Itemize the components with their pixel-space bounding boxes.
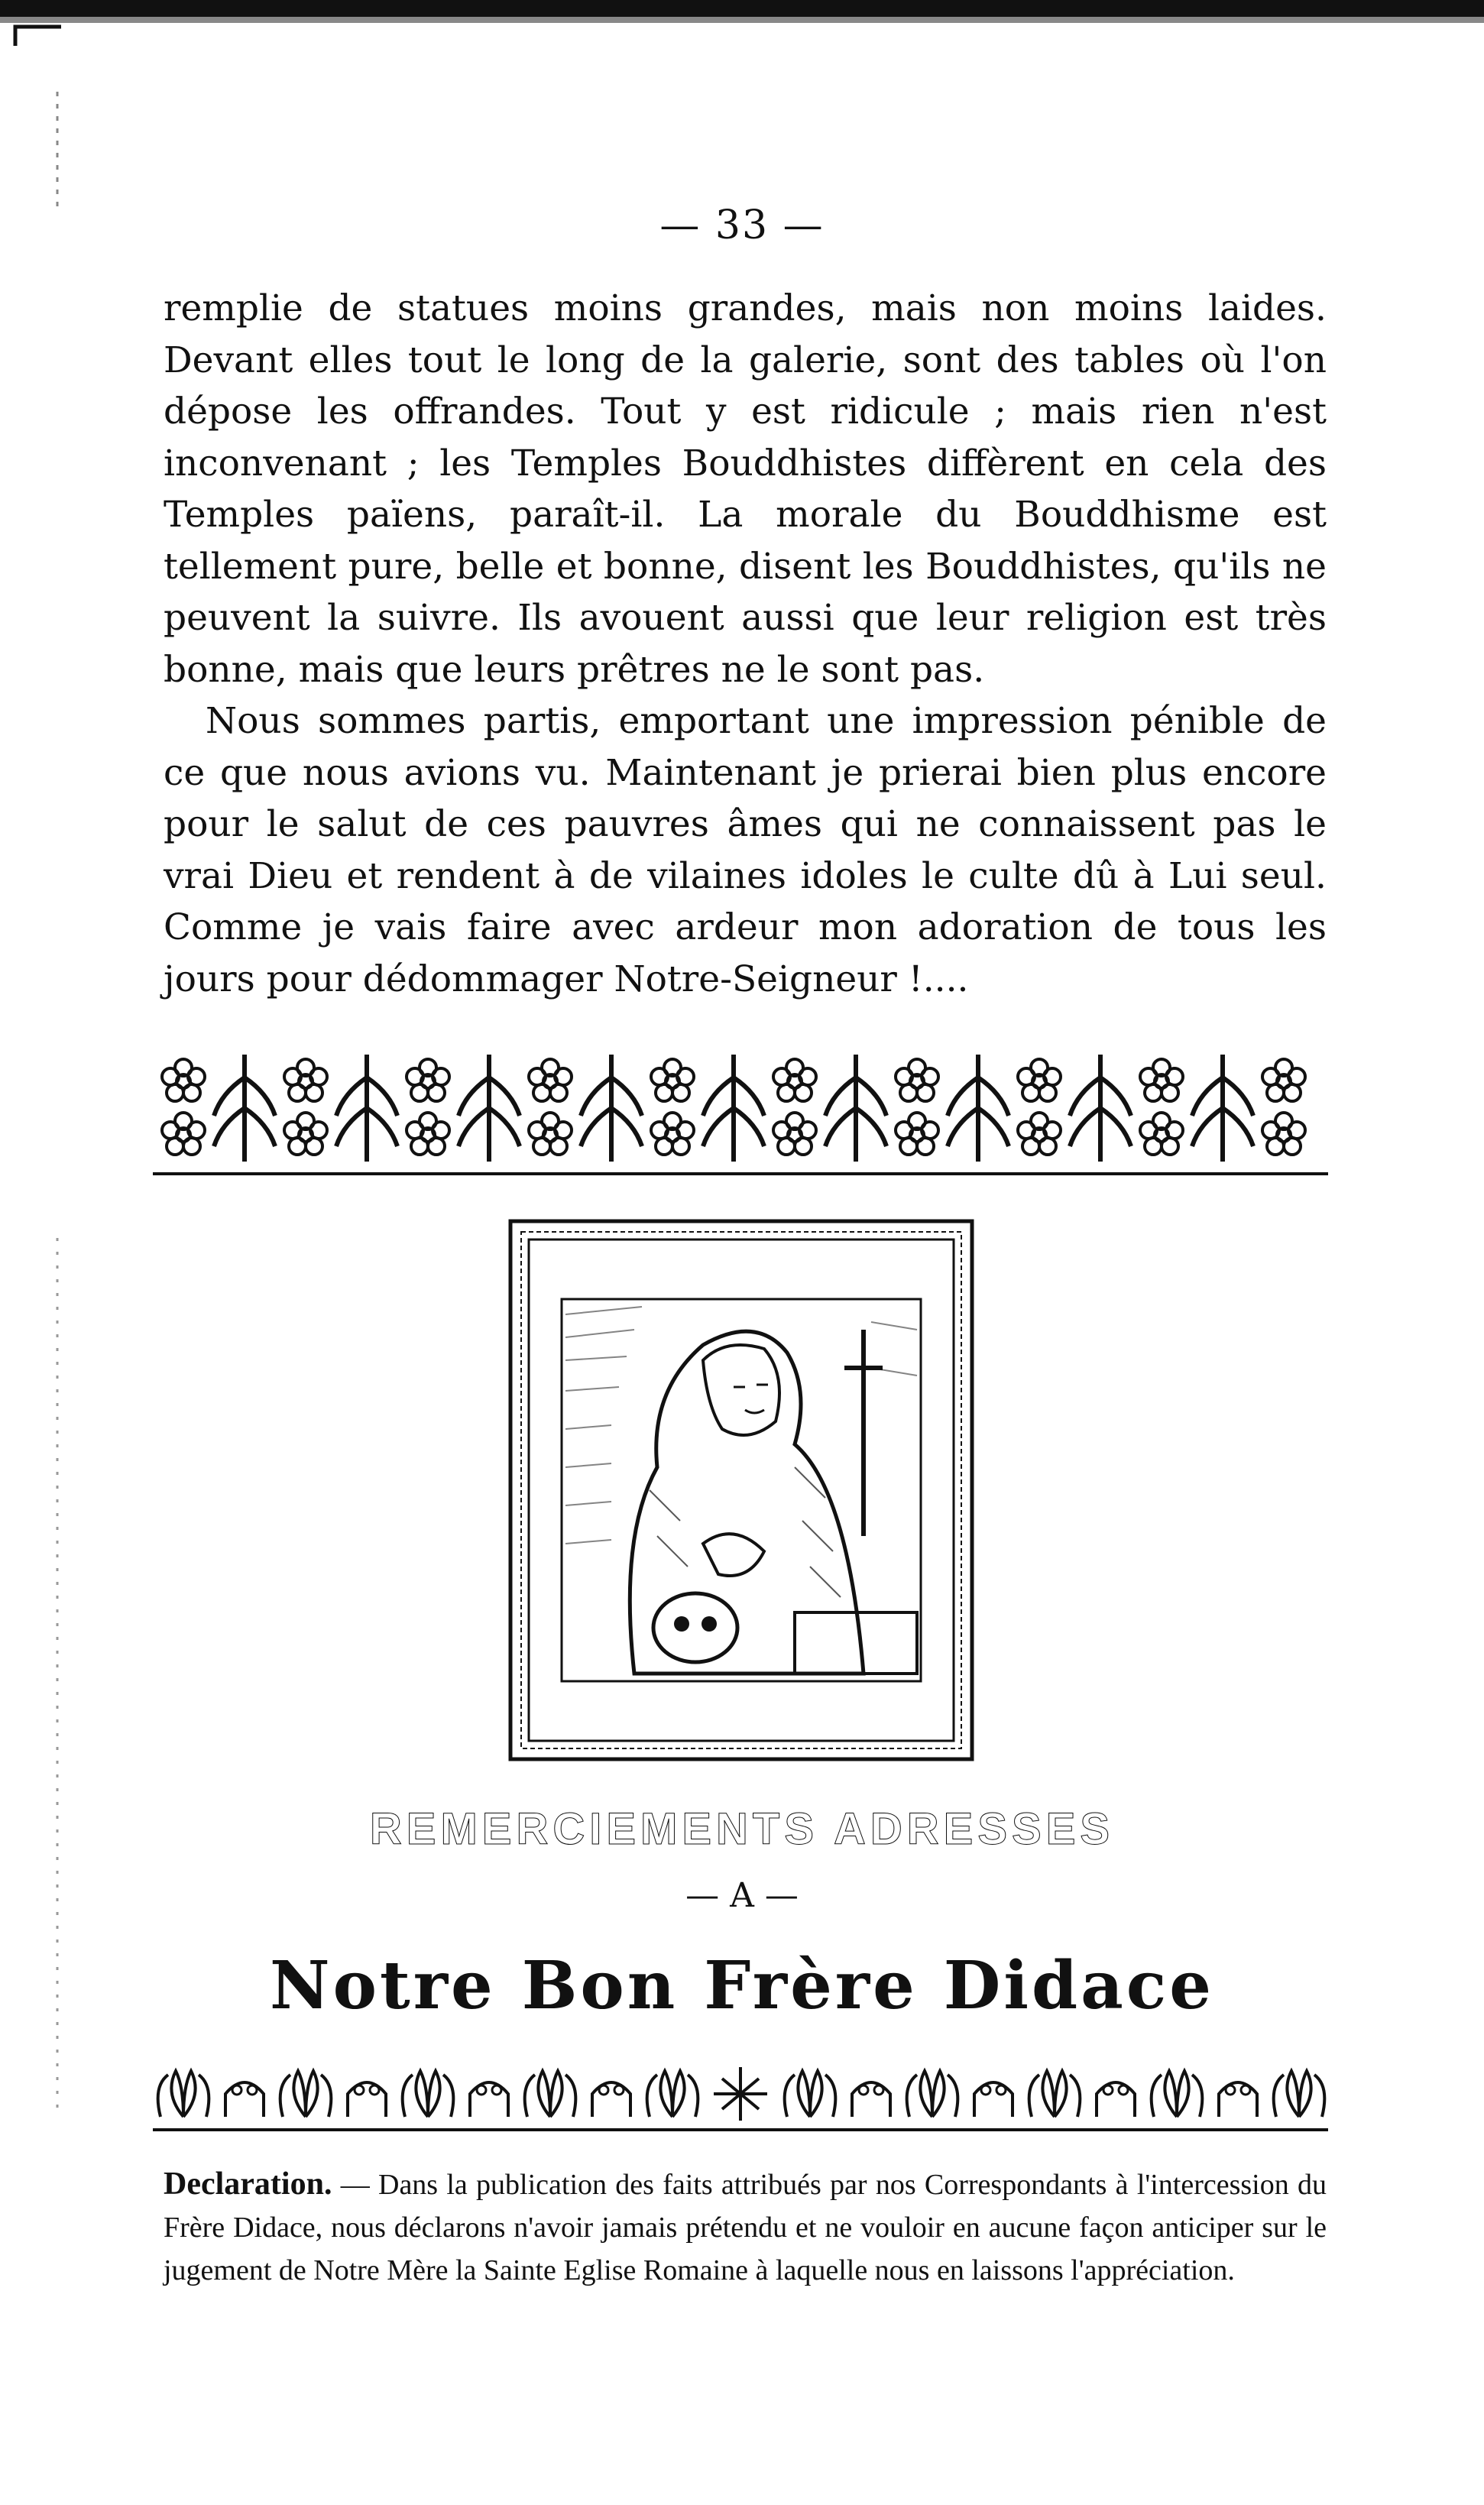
declaration-note: [164, 2163, 1327, 2292]
body-text: [164, 283, 1327, 1005]
paragraph-1: remplie de statues moins grandes, mais non moins laides. Devant elles tout le long de la galerie, sont des tables où l'on dépose les offrandes. Tout y est ridicule ; mais rien n'est inconvenant ; les Temples Bouddhistes diffèrent en cela des Temples païens, paraît-il. La morale du Bouddhisme est tellement pure, belle et bonne, disent les Bouddhistes, qu'ils ne peuvent la suivre. Ils avouent aussi que leur religion est très bonne, mais que leurs prêtres ne le sont pas.: [164, 287, 1327, 691]
palmette-ornament-band: [153, 2059, 1328, 2132]
section-title: REMERCIEMENTS ADRESSES: [369, 1804, 1115, 1854]
declaration-text: — Dans la publication des faits attribués par nos Correspondants à l'intercession du Frère Didace, nous déclarons n'avoir jamais prétendu et ne vouloir en aucune façon anticiper sur le jugement de Notre Mère la Sainte Eglise Romaine à laquelle nous en laissons l'appréciation.: [164, 2169, 1327, 2286]
paragraph-2: Nous sommes partis, emportant une impression pénible de ce que nous avions vu. Maintenant je prierai bien plus encore pour le salut de ces pauvres âmes qui ne connaissent pas le vrai Dieu et rendent à de vilaines idoles le culte dû à Lui seul. Comme je vais faire avec ardeur mon adoration de tous les jours pour dédommager Notre-Seigneur !....: [164, 700, 1327, 1000]
top-border-bar: [0, 0, 1484, 46]
section-connector: — A —: [685, 1876, 799, 1915]
monk-engraving-frame: [504, 1215, 978, 1765]
floral-ornament-band: [153, 1047, 1328, 1177]
declaration-label: Declaration.: [164, 2166, 332, 2202]
page-number: — 33 —: [659, 203, 825, 248]
section-recipient: Notre Bon Frère Didace: [270, 1947, 1214, 2024]
monk-illustration: [562, 1299, 921, 1681]
